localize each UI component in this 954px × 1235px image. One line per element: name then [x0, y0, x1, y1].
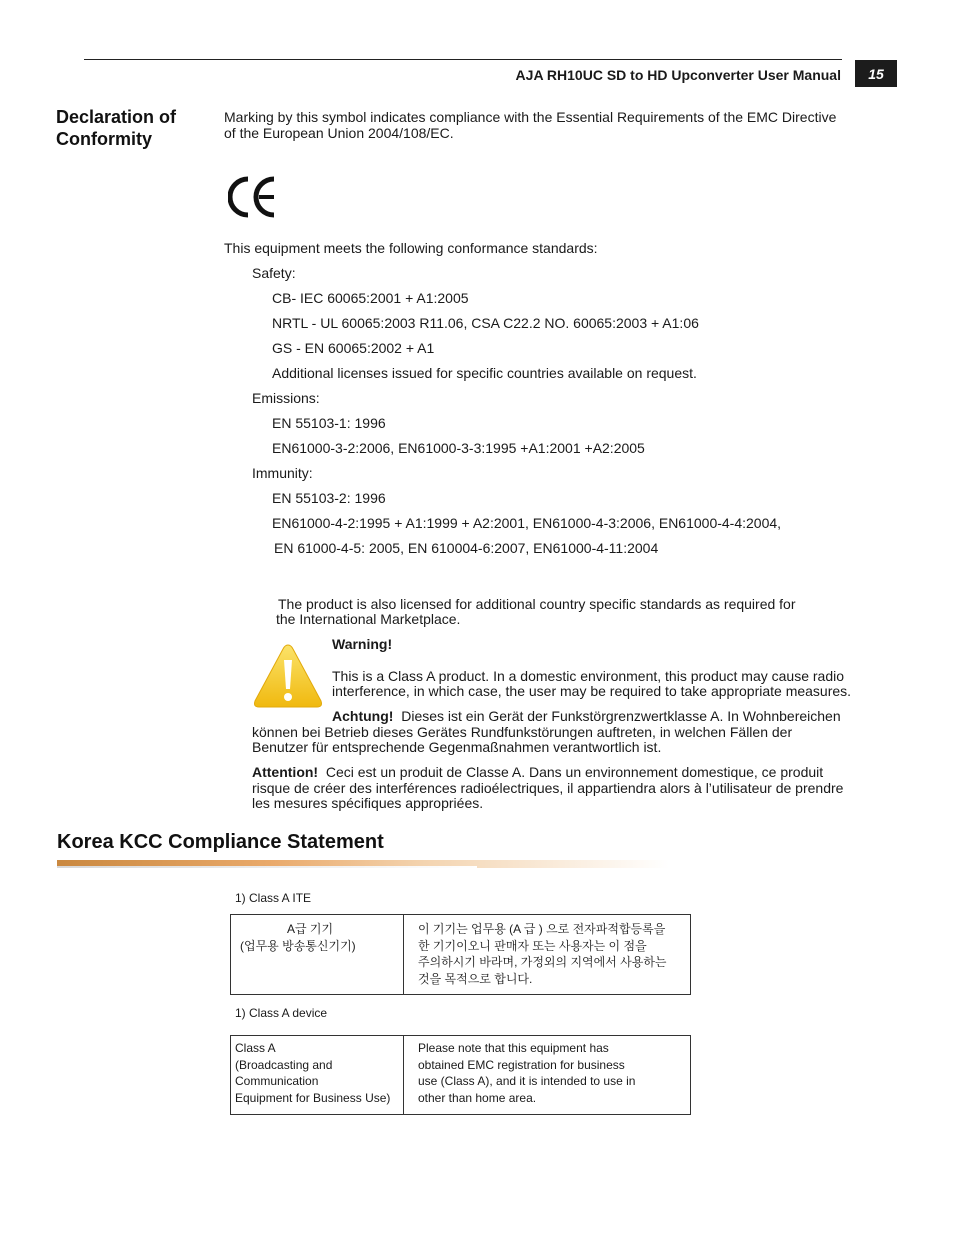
table2-right-line: Please note that this equipment has	[418, 1041, 609, 1055]
table2-right-line: other than home area.	[418, 1090, 537, 1105]
safety-label: Safety:	[252, 265, 296, 281]
table1-right-line: 주의하시기 바라며, 가정외의 지역에서 사용하는	[418, 955, 667, 969]
declaration-heading-line1: Declaration of	[56, 107, 177, 127]
licensed-line-2: the International Marketplace.	[276, 611, 461, 627]
licensed-line-1: The product is also licensed for additional country specific standards as required for	[278, 596, 796, 612]
achtung-label: Achtung!	[332, 708, 394, 724]
class-a-ite-table	[230, 914, 691, 995]
standards-intro: This equipment meets the following conformance standards:	[224, 240, 598, 256]
table1-caption: 1) Class A ITE	[235, 891, 312, 905]
immunity-label: Immunity:	[252, 465, 313, 481]
emissions-item: EN61000-3-2:2006, EN61000-3-3:1995 +A1:2001 +A2:2005	[272, 440, 645, 456]
class-a-device-table	[230, 1035, 691, 1115]
table2-right-line: use (Class A), and it is intended to use in	[418, 1074, 636, 1088]
table2-caption: 1) Class A device	[235, 1006, 328, 1020]
table2-left-line: Class A	[235, 1041, 276, 1055]
table2-right-cell	[404, 1036, 691, 1115]
attention-line-2: risque de créer des interférences radioélectriques, il appartiendra alors à l’utilisateur de prendre	[252, 780, 844, 796]
korea-heading: Korea KCC Compliance Statement	[57, 831, 384, 853]
table2-left-line: Equipment for Business Use)	[235, 1090, 391, 1105]
attention-line-1: Attention! Ceci est un produit de Classe A. Dans un environnement domestique, ce produit	[252, 764, 824, 780]
table2-left-line: (Broadcasting and	[235, 1057, 333, 1072]
declaration-heading	[56, 106, 176, 150]
warning-triangle-icon	[252, 642, 324, 710]
immunity-item: EN 61000-4-5: 2005, EN 610004-6:2007, EN61000-4-11:2004	[274, 540, 659, 556]
table1-left-line: (업무용 방송통신기기)	[240, 938, 356, 953]
intro-line-1: Marking by this symbol indicates compliance with the Essential Requirements of the EMC Directive	[224, 109, 837, 125]
page-number: 15	[855, 60, 897, 87]
attention-label: Attention!	[252, 764, 319, 780]
table1-right-line: 이 기기는 업무용 (A 급 ) 으로 전자파적합등록을	[418, 922, 666, 936]
achtung-line-1: Achtung! Dieses ist ein Gerät der Funkstörgrenzwertklasse A. In Wohnbereichen	[332, 708, 841, 724]
heading-underline-shadow	[57, 866, 477, 868]
achtung-line-2: können bei Betrieb dieses Gerätes Rundfunkstörungen auftreten, in welchen Fällen der	[252, 724, 793, 740]
declaration-heading-line2: Conformity	[56, 129, 152, 149]
ce-mark-logo	[228, 176, 278, 218]
table2-left-line: Communication	[235, 1074, 319, 1088]
emissions-label: Emissions:	[252, 390, 320, 406]
warning-line-2: interference, in which case, the user may be required to take appropriate measures.	[332, 683, 852, 699]
achtung-line-3: Benutzer für entsprechende Gegenmaßnahmen verantwortlich ist.	[252, 739, 662, 755]
warning-line-1: This is a Class A product. In a domestic environment, this product may cause radio	[332, 668, 845, 684]
table1-left-cell	[231, 915, 404, 995]
table1-right-line: 것을 목적으로 합니다.	[418, 971, 533, 986]
emissions-item: EN 55103-1: 1996	[272, 415, 386, 431]
intro-line-2: of the European Union 2004/108/EC.	[224, 125, 454, 141]
safety-item: Additional licenses issued for specific countries available on request.	[272, 365, 697, 381]
safety-item: NRTL - UL 60065:2003 R11.06, CSA C22.2 NO. 60065:2003 + A1:06	[272, 315, 699, 331]
safety-item: CB- IEC 60065:2001 + A1:2005	[272, 290, 469, 306]
safety-item: GS - EN 60065:2002 + A1	[272, 340, 435, 356]
table2-left-cell	[231, 1036, 404, 1115]
immunity-item: EN 55103-2: 1996	[272, 490, 386, 506]
immunity-item: EN61000-4-2:1995 + A1:1999 + A2:2001, EN61000-4-3:2006, EN61000-4-4:2004,	[272, 515, 782, 531]
manual-title: AJA RH10UC SD to HD Upconverter User Manual	[515, 67, 841, 83]
table1-left-line: A급 기기	[287, 922, 334, 936]
attention-line-3: les mesures spécifiques appropriées.	[252, 795, 484, 811]
header-rule	[84, 59, 842, 60]
warning-label: Warning!	[332, 636, 393, 652]
table2-right-line: obtained EMC registration for business	[418, 1057, 625, 1072]
table1-right-line: 한 기기이오니 판매자 또는 사용자는 이 점을	[418, 938, 647, 953]
table1-right-cell	[404, 915, 691, 995]
